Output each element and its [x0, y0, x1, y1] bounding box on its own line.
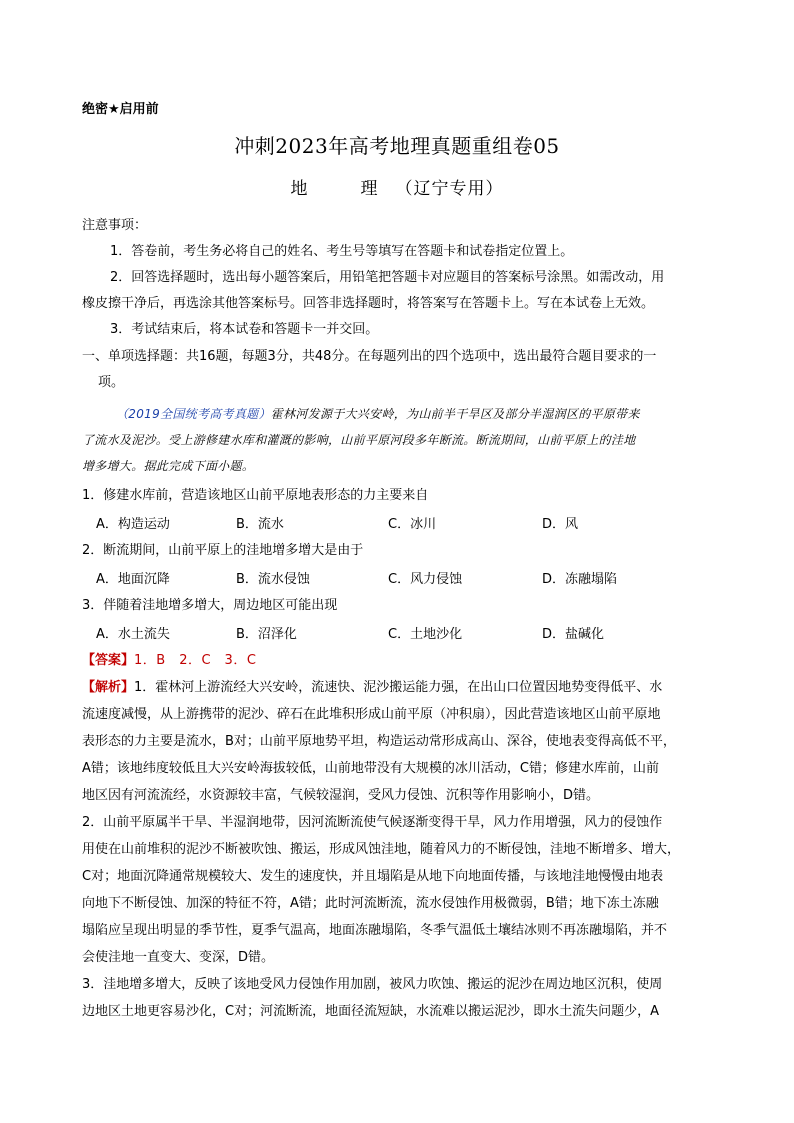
answer-label: 【答案】	[82, 653, 135, 668]
analysis-label: 【解析】	[82, 680, 135, 695]
question-2-option-b[interactable]: B．流水侵蚀	[236, 572, 310, 587]
subtitle-note: （辽宁专用）	[395, 179, 504, 199]
analysis-p2-line-1: 2．山前平原属半干旱、半湿润地带，因河流断流使气候逐渐变得干旱，风力作用增强，风力的侵蚀作	[82, 815, 663, 830]
notes-item-2a: 2．回答选择题时，选出每小题答案后，用铅笔把答题卡对应题目的答案标号涂黑。如需改动，用	[110, 270, 665, 285]
answer-line	[82, 651, 714, 671]
question-2-option-c[interactable]: C．风力侵蚀	[388, 572, 463, 587]
notes-item-1: 1．答卷前，考生务必将自己的姓名、考生号等填写在答题卡和试卷指定位置上。	[110, 244, 574, 259]
analysis-p2-line-4: 向地下不断侵蚀、加深的特征不符，A错；此时河流断流，流水侵蚀作用极微弱，B错；地下冻土冻融	[82, 896, 659, 911]
passage-text-1: 霍林河发源于大兴安岭，为山前半干旱区及部分半湿润区的平原带来	[270, 407, 640, 421]
analysis-p2-line-6: 会使洼地一直变大、变深，D错。	[82, 950, 275, 965]
section-heading-line1: 一、单项选择题：共16题，每题3分，共48分。在每题列出的四个选项中，选出最符合题目要求的一	[82, 349, 657, 364]
analysis-line	[82, 678, 714, 698]
page-title: 冲刺2023年高考地理真题重组卷05	[234, 134, 560, 158]
analysis-p2-line-5: 塌陷应呈现出明显的季节性，夏季气温高，地面冻融塌陷，冬季气温低土壤结冰则不再冻融塌陷，并不	[82, 923, 668, 938]
page-subtitle	[0, 174, 794, 199]
question-2-option-a[interactable]: A．地面沉降	[96, 572, 170, 587]
analysis-p1-line-5: 地区因有河流流经，水资源较丰富，气候较湿润，受风力侵蚀、沉积等作用影响小，D错。	[82, 788, 600, 803]
analysis-p2-line-3: C对；地面沉降通常规模较大、发生的速度快，并且塌陷是从地下向地面传播，与该地洼地慢慢由地表	[82, 869, 664, 884]
section-heading-line2: 项。	[98, 375, 125, 390]
notes-heading: 注意事项：	[82, 218, 148, 233]
question-2-option-d[interactable]: D．冻融塌陷	[542, 572, 618, 587]
analysis-p2-line-2: 用使在山前堆积的泥沙不断被吹蚀、搬运，形成风蚀洼地，随着风力的不断侵蚀，洼地不断增多、增大，	[82, 842, 681, 857]
passage-line-3: 增多增大。据此完成下面小题。	[82, 459, 255, 473]
answer-text: 1．B 2．C 3．C	[134, 653, 257, 668]
analysis-p1-line-2: 流速度减慢，从上游携带的泥沙、碎石在此堆积形成山前平原（冲积扇），因此营造该地区山前平原地	[82, 707, 661, 722]
question-1-option-c[interactable]: C．冰川	[388, 517, 437, 532]
question-3-option-a[interactable]: A．水土流失	[96, 627, 170, 642]
question-3-stem: 3．伴随着洼地增多增大，周边地区可能出现	[82, 598, 338, 613]
question-3-option-d[interactable]: D．盐碱化	[542, 627, 605, 642]
question-3-option-c[interactable]: C．土地沙化	[388, 627, 463, 642]
passage-source: （2019全国统考高考真题）	[116, 407, 271, 421]
question-2-stem: 2．断流期间，山前平原上的洼地增多增大是由于	[82, 543, 364, 558]
passage-line-2: 了流水及泥沙。受上游修建水库和灌溉的影响，山前平原河段多年断流。断流期间，山前平原上的洼地	[82, 433, 636, 447]
question-1-stem: 1．修建水库前，营造该地区山前平原地表形态的力主要来自	[82, 488, 429, 503]
analysis-p1-line-3: 表形态的力主要是流水，B对；山前平原地势平坦，构造运动常形成高山、深谷，使地表变得高低不平，	[82, 734, 676, 749]
question-1-option-b[interactable]: B．流水	[236, 517, 284, 532]
question-3-option-b[interactable]: B．沼泽化	[236, 627, 297, 642]
subject-label: 地 理	[290, 179, 396, 199]
passage-line-1	[116, 404, 748, 424]
analysis-p1-line-1: 1．霍林河上游流经大兴安岭，流速快、泥沙搬运能力强，在出山口位置因地势变得低平、水	[134, 680, 663, 695]
analysis-p3-line-1: 3．洼地增多增大，反映了该地受风力侵蚀作用加剧，被风力吹蚀、搬运的泥沙在周边地区沉积，使周	[82, 977, 663, 992]
secret-mark: 绝密★启用前	[82, 102, 159, 117]
question-1-option-a[interactable]: A．构造运动	[96, 517, 170, 532]
notes-item-2b: 橡皮擦干净后，再选涂其他答案标号。回答非选择题时，将答案写在答题卡上。写在本试卷上无效。	[82, 296, 655, 311]
analysis-p1-line-4: A错；该地纬度较低且大兴安岭海拔较低，山前地带没有大规模的冰川活动，C错；修建水库前，山前	[82, 761, 659, 776]
analysis-p3-line-2: 边地区土地更容易沙化，C对；河流断流，地面径流短缺，水流难以搬运泥沙，即水土流失问题少，A	[82, 1004, 659, 1019]
notes-item-3: 3．考试结束后，将本试卷和答题卡一并交回。	[110, 322, 379, 337]
question-1-option-d[interactable]: D．风	[542, 517, 579, 532]
